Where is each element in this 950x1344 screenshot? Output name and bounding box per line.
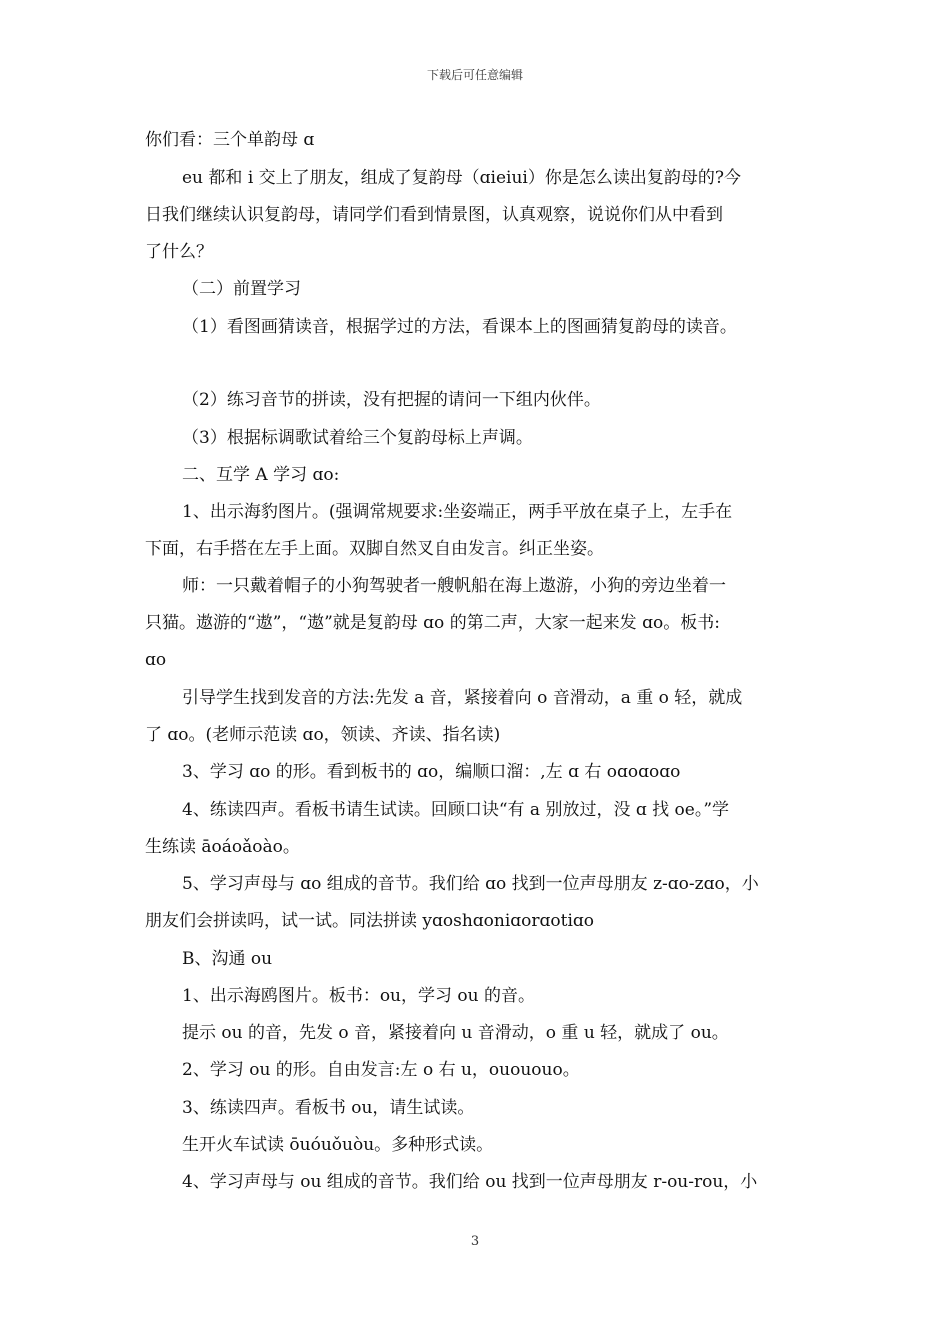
section-heading: B、沟通 ou [182, 949, 273, 969]
paragraph-line: （2）练习音节的拼读，没有把握的请问一下组内伙伴。 [182, 390, 601, 410]
paragraph-line: ɑo [145, 650, 167, 670]
page-header: 下载后可任意编辑 [426, 68, 523, 82]
paragraph-line: （3）根据标调歌试着给三个复韵母标上声调。 [182, 428, 533, 448]
paragraph-line: 朋友们会拼读吗，试一试。同法拼读 yɑoshɑoniɑorɑotiɑo [145, 911, 595, 931]
section-heading: （二）前置学习 [182, 279, 301, 299]
paragraph-line: 了什么？ [145, 242, 213, 262]
paragraph-line: 1、出示海鸥图片。板书：ou，学习 ou 的音。 [182, 986, 535, 1006]
paragraph-line: （1）看图画猜读音，根据学过的方法，看课本上的图画猜复韵母的读音。 [182, 317, 737, 337]
paragraph-line: 5、学习声母与 ɑo 组成的音节。我们给 ɑo 找到一位声母朋友 z-ɑo-zɑo，小 [182, 874, 759, 894]
paragraph-line: 师：一只戴着帽子的小狗驾驶者一艘帆船在海上遨游，小狗的旁边坐着一 [182, 576, 726, 596]
paragraph-line: 生开火车试读 ōuóuǒuòu。多种形式读。 [182, 1135, 494, 1155]
paragraph-line: 你们看：三个单韵母 ɑ [145, 130, 315, 150]
section-heading: 二、互学 A 学习 ɑo: [182, 465, 340, 485]
paragraph-line: 3、练读四声。看板书 ou，请生试读。 [182, 1098, 475, 1118]
paragraph-line: 4、学习声母与 ou 组成的音节。我们给 ou 找到一位声母朋友 r-ou-rou，小 [182, 1172, 758, 1192]
page-number: 3 [470, 1234, 480, 1249]
paragraph-line: 1、出示海豹图片。(强调常规要求:坐姿端正，两手平放在桌子上，左手在 [182, 502, 733, 522]
paragraph-line: 3、学习 ɑo 的形。看到板书的 ɑo，编顺口溜：,左 ɑ 右 oɑoɑoɑo [182, 762, 681, 782]
paragraph-line: 只猫。遨游的“遨”，“遨”就是复韵母 ɑo 的第二声，大家一起来发 ɑo。板书: [145, 613, 720, 633]
paragraph-line: 生练读 āoáoǎoào。 [145, 837, 300, 857]
paragraph-line: eu 都和 i 交上了朋友，组成了复韵母（ɑieiui）你是怎么读出复韵母的?今 [182, 168, 741, 188]
paragraph-line: 2、学习 ou 的形。自由发言:左 o 右 u，ouououo。 [182, 1060, 580, 1080]
paragraph-line: 下面，右手搭在左手上面。双脚自然叉自由发言。纠正坐姿。 [145, 539, 604, 559]
paragraph-line: 4、练读四声。看板书请生试读。回顾口诀“有 a 别放过，没 ɑ 找 oe。”学 [182, 800, 730, 820]
paragraph-line: 日我们继续认识复韵母，请同学们看到情景图，认真观察，说说你们从中看到 [145, 205, 723, 225]
paragraph-line: 了 ɑo。(老师示范读 ɑo，领读、齐读、指名读) [145, 725, 501, 745]
paragraph-line: 提示 ou 的音，先发 o 音，紧接着向 u 音滑动，o 重 u 轻，就成了 ou。 [182, 1023, 729, 1043]
paragraph-line: 引导学生找到发音的方法:先发 a 音，紧接着向 o 音滑动，a 重 o 轻，就成 [182, 688, 743, 708]
